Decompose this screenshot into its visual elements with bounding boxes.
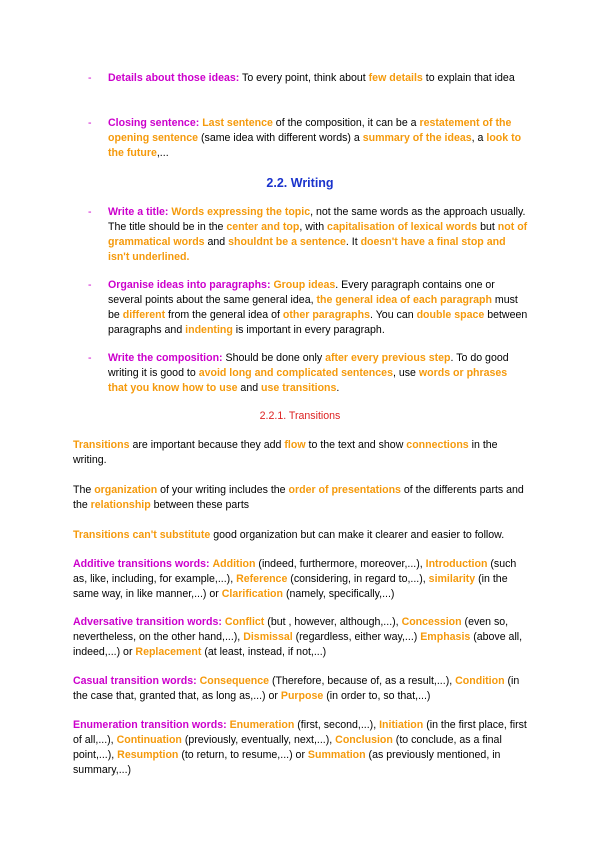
bullet-label: Write a title:	[108, 206, 169, 218]
paragraph-enumeration-transitions: Enumeration transition words: Enumeration (first, second,...), Initiation (in the first place, first of all,...), Continuation (previously, eventually, next,...), Conclusion (to conclude, as a final point,...), Resumption (to return, to resume,...) or Summation (as previously mentioned, in summary,...)	[73, 719, 527, 776]
bullet-text: Write the composition: Should be done only after every previous step. To do good writing it is good to avoid long and complicated sentences, use words or phrases that you know how to use and use transitions.	[108, 352, 509, 394]
bullet-details	[88, 71, 528, 86]
bullet-dash: -	[88, 206, 92, 218]
bullet-label: Organise ideas into paragraphs:	[108, 279, 271, 291]
category-label: Adversative transition words:	[73, 616, 222, 628]
bullet-text: Organise ideas into paragraphs: Group ideas. Every paragraph contains one or several points about the same general idea, the general idea of each paragraph must be different from the general idea of other paragraphs. You can double space between paragraphs and indenting is important in every paragraph.	[108, 279, 528, 336]
category-label: Enumeration transition words:	[73, 719, 227, 731]
bullet-write-composition	[88, 351, 528, 396]
paragraph-additive-transitions: Additive transitions words: Addition (indeed, furthermore, moreover,...), Introduction (such as, like, including, for example,...), Reference (considering, in regard to,...), similarity (in the same way, in like manner,...) or Clarification (namely, specifically,...)	[73, 558, 517, 600]
subsection-heading-transitions: 2.2.1. Transitions	[259, 410, 341, 422]
bullet-label: Write the composition:	[108, 352, 223, 364]
bullet-text: Details about those ideas: To every point, think about few details to explain that idea	[108, 72, 515, 84]
bullet-dash: -	[88, 72, 92, 84]
bullet-dash: -	[88, 279, 92, 291]
bullet-text: Closing sentence: Last sentence of the composition, it can be a restatement of the opening sentence (same idea with different words) a summary of the ideas, a look to the future,...	[108, 117, 522, 159]
bullet-organise-ideas	[88, 278, 528, 338]
category-label: Casual transition words:	[73, 675, 197, 687]
paragraph-transitions-importance: Transitions are important because they add flow to the text and show connections in the writing.	[73, 439, 498, 466]
bullet-label: Closing sentence:	[108, 117, 200, 129]
section-heading-writing: 2.2. Writing	[266, 176, 334, 190]
paragraph-adversative-transitions: Adversative transition words: Conflict (but , however, although,...), Concession (even so, nevertheless, on the other hand,...), Dismissal (regardless, either way,...) Emphasis (above all, indeed,...) or Replacement (at least, instead, if not,...)	[73, 616, 523, 658]
paragraph-casual-transitions: Casual transition words: Consequence (Therefore, because of, as a result,...), Condition (in the case that, granted that, as long as,...) or Purpose (in order to, so that,...)	[73, 675, 520, 702]
bullet-dash: -	[88, 352, 92, 364]
bullet-text: Write a title: Words expressing the topic, not the same words as the approach usually. The title should be in the center and top, with capitalisation of lexical words but not of grammatical words and shouldnt be a sentence. It doesn't have a final stop and isn't underlined.	[108, 206, 528, 263]
bullet-label: Details about those ideas:	[108, 72, 240, 84]
bullet-dash: -	[88, 117, 92, 129]
bullet-write-title	[88, 205, 528, 265]
category-label: Additive transitions words:	[73, 558, 210, 570]
bullet-closing	[88, 116, 528, 161]
paragraph-organization: The organization of your writing includes the order of presentations of the differents parts and the relationship between these parts	[73, 484, 524, 511]
paragraph-cant-substitute: Transitions can't substitute good organization but can make it clearer and easier to follow.	[73, 529, 505, 541]
